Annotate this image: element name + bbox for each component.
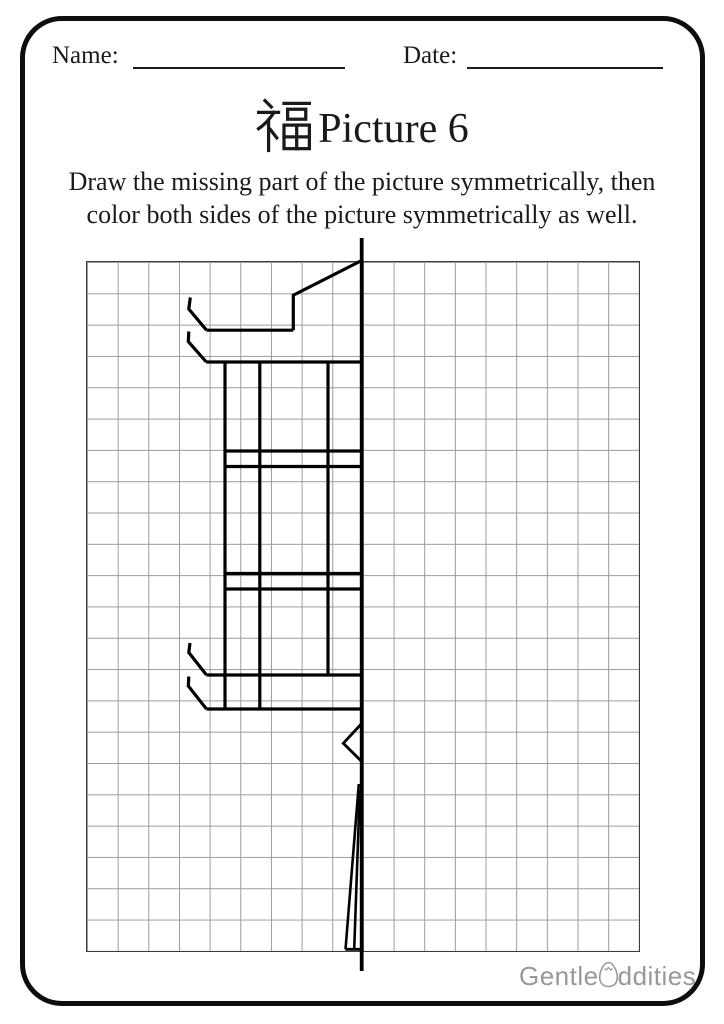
date-label: Date:: [403, 42, 458, 69]
fu-character-glyph: [255, 96, 313, 156]
brand-logo-suffix: ddities: [617, 961, 697, 991]
page-title-text: Picture 6: [318, 106, 469, 152]
brand-logo: [519, 961, 696, 992]
instructions: [30, 166, 694, 231]
page-title: [0, 94, 724, 158]
egg-icon: [598, 961, 619, 988]
brand-logo-prefix: Gentle: [519, 961, 599, 991]
name-label: Name:: [52, 42, 119, 69]
drawing-grid[interactable]: [86, 261, 640, 952]
instructions-line-2: color both sides of the picture symmetrically as well.: [86, 199, 638, 229]
date-input-line[interactable]: [467, 67, 663, 69]
instructions-line-1: Draw the missing part of the picture symmetrically, then: [68, 167, 656, 196]
name-input-line[interactable]: [133, 67, 345, 69]
